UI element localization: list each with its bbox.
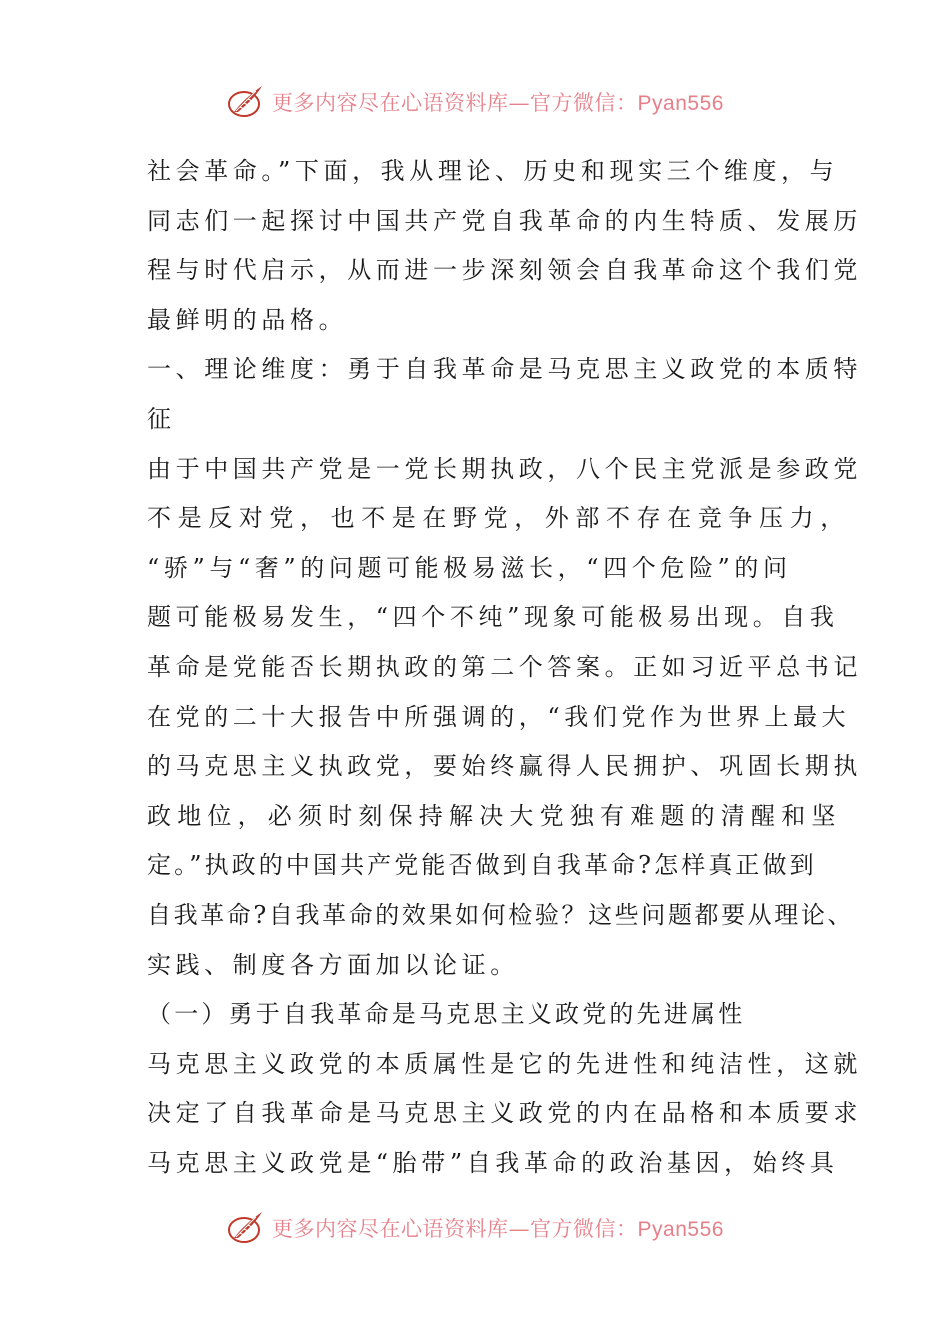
banner-wechat-id: Pyan556 [637, 92, 724, 115]
text-line: 实践、制度各方面加以论证。 [147, 950, 519, 979]
section-heading-line: 一、理论维度：勇于自我革命是马克思主义政党的本质特 [147, 355, 862, 384]
text-line: 最鲜明的品格。 [147, 305, 348, 334]
text-line: 程与时代启示，从而进一步深刻领会自我革命这个我们党 [147, 256, 862, 285]
section-heading-line: 征 [147, 404, 176, 433]
banner-site-text: 更多内容尽在心语资料库—官方微信：Pyan556 [272, 91, 724, 115]
text-line: 不是反对党，也不是在野党，外部不存在竞争压力， [147, 504, 851, 533]
text-line: 社会革命。”下面，我从理论、历史和现实三个维度，与 [147, 157, 839, 185]
text-line: 决定了自我革命是马克思主义政党的内在品格和本质要求 [147, 1099, 862, 1128]
banner-site-text: 更多内容尽在心语资料库—官方微信：Pyan556 [272, 1217, 724, 1241]
text-line: 革命是党能否长期执政的第二个答案。正如习近平总书记 [147, 652, 862, 681]
text-line: 在党的二十大报告中所强调的，“我们党作为世界上最大 [147, 702, 851, 731]
text-line: 马克思主义政党是“胎带”自我革命的政治基因，始终具 [147, 1148, 839, 1177]
text-line: 马克思主义政党的本质属性是它的先进性和纯洁性，这就 [147, 1049, 862, 1078]
feather-pen-logo-icon [226, 1208, 266, 1248]
text-line: 自我革命?自我革命的效果如何检验？这些问题都要从理论、 [147, 900, 855, 929]
footer-watermark-banner [0, 1206, 950, 1250]
text-line: 由于中国共产党是一党长期执政，八个民主党派是参政党 [147, 454, 862, 483]
text-line: “骄”与“奢”的问题可能极易滋长，“四个危险”的问 [147, 553, 792, 582]
text-line: 的马克思主义执政党，要始终赢得人民拥护、巩固长期执 [147, 752, 862, 781]
document-body [147, 147, 862, 1188]
feather-pen-logo-icon [226, 82, 266, 122]
subsection-heading-line: （一）勇于自我革命是马克思主义政党的先进属性 [147, 1000, 746, 1029]
text-line: 政地位，必须时刻保持解决大党独有难题的清醒和坚 [147, 801, 842, 830]
banner-wechat-id: Pyan556 [637, 1218, 724, 1241]
header-watermark-banner [0, 80, 950, 124]
text-line: 定。”执政的中国共产党能否做到自我革命?怎样真正做到 [147, 851, 817, 880]
text-line: 题可能极易发生，“四个不纯”现象可能极易出现。自我 [147, 603, 839, 632]
text-line: 同志们一起探讨中国共产党自我革命的内生特质、发展历 [147, 206, 862, 235]
